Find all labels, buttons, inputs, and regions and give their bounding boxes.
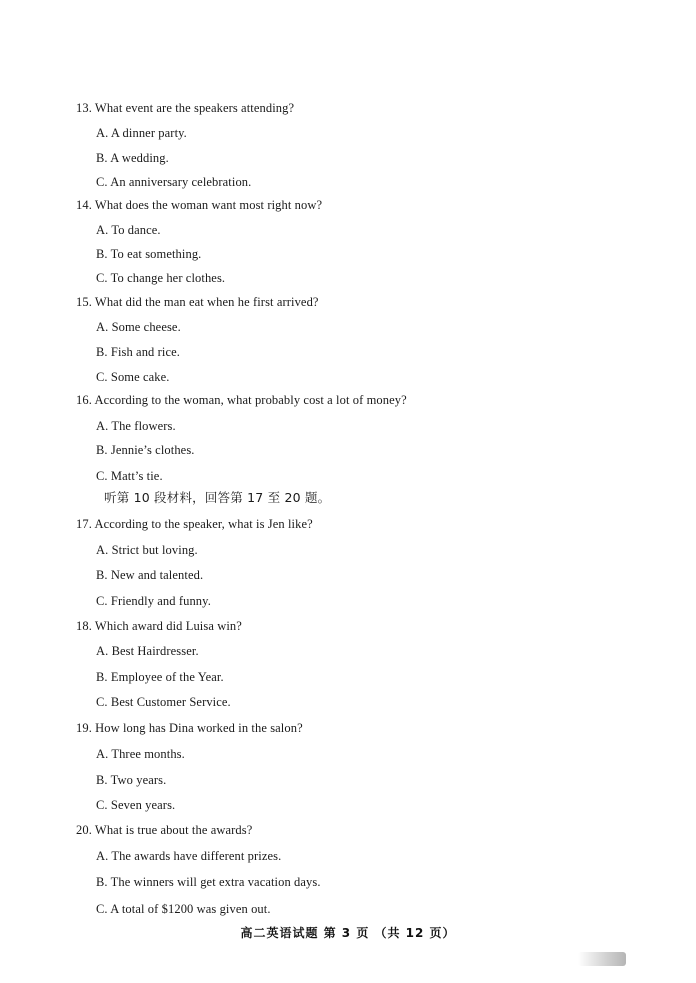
question-13-option-b: B. A wedding. [96,151,169,165]
question-20-stem: 20. What is true about the awards? [76,823,253,837]
question-15-option-a: A. Some cheese. [96,320,181,334]
question-16-option-b: B. Jennie’s clothes. [96,443,195,457]
question-18-option-c: C. Best Customer Service. [96,695,231,709]
question-15-stem: 15. What did the man eat when he first arrived? [76,295,319,309]
question-18-option-b: B. Employee of the Year. [96,670,224,684]
question-18-option-a: A. Best Hairdresser. [96,644,199,658]
question-20-option-c: C. A total of $1200 was given out. [96,902,271,916]
question-18-stem: 18. Which award did Luisa win? [76,619,242,633]
question-19-option-c: C. Seven years. [96,798,176,812]
scan-smudge [578,952,626,966]
question-17-stem: 17. According to the speaker, what is Jen like? [76,517,313,531]
question-14-stem: 14. What does the woman want most right now? [76,198,323,212]
question-17-option-b: B. New and talented. [96,568,204,582]
page-footer: 高二英语试题 第 3 页 （共 12 页） [240,926,456,940]
question-16-stem: 16. According to the woman, what probably cost a lot of money? [76,393,407,407]
question-19-stem: 19. How long has Dina worked in the salon? [76,721,303,735]
question-20-option-a: A. The awards have different prizes. [96,849,282,863]
question-19-option-b: B. Two years. [96,773,167,787]
question-17-option-c: C. Friendly and funny. [96,594,211,608]
question-14-option-b: B. To eat something. [96,247,202,261]
question-15-option-b: B. Fish and rice. [96,345,180,359]
question-19-option-a: A. Three months. [96,747,185,761]
question-16-option-c: C. Matt’s tie. [96,469,163,483]
question-20-option-b: B. The winners will get extra vacation days. [96,875,321,889]
question-16-option-a: A. The flowers. [96,419,176,433]
question-14-option-c: C. To change her clothes. [96,271,226,285]
question-13-option-c: C. An anniversary celebration. [96,175,252,189]
question-15-option-c: C. Some cake. [96,370,170,384]
section-instruction: 听第 10 段材料，回答第 17 至 20 题。 [104,490,331,505]
question-13-stem: 13. What event are the speakers attending? [76,101,295,115]
question-13-option-a: A. A dinner party. [96,126,187,140]
question-14-option-a: A. To dance. [96,223,161,237]
question-17-option-a: A. Strict but loving. [96,543,198,557]
